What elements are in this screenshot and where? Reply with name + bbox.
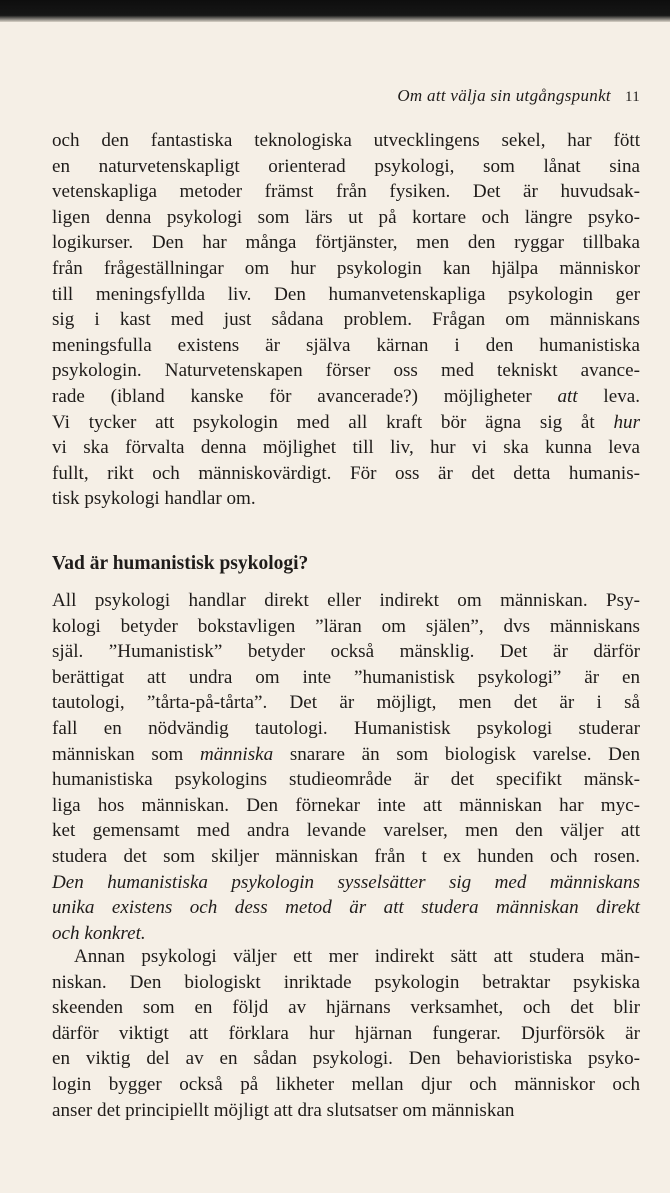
text-line: tautologi, ”tårta-på-tårta”. Det är möjligt, men det är i så <box>52 692 640 714</box>
page-number: 11 <box>624 89 640 105</box>
text-line: en viktig del av en sådan psykologi. Den behavioristiska psyko- <box>52 1048 640 1070</box>
text-line: fullt, rikt och människovärdigt. För oss är det detta humanis- <box>52 462 640 484</box>
text-line: Vi tycker att psykologin med all kraft bör ägna sig åt hur <box>52 411 640 433</box>
text-line: människan som människa snarare än som biologisk varelse. Den <box>52 743 640 765</box>
text-line: logikurser. Den har många förtjänster, men den ryggar tillbaka <box>52 232 640 254</box>
text-line: rade (ibland kanske för avancerade?) möjligheter att leva. <box>52 385 640 407</box>
text-line: sig i kast med just sådana problem. Frågan om människans <box>52 309 640 331</box>
text-line: berättigat att undra om inte ”humanistisk psykologi” är en <box>52 666 640 688</box>
text-line: ket gemensamt med andra levande varelser, men den väljer att <box>52 820 640 842</box>
text-line: All psykologi handlar direkt eller indirekt om människan. Psy- <box>52 590 640 611</box>
text-line: meningsfulla existens är själva kärnan i den humanistiska <box>52 334 640 356</box>
paragraph-2 <box>52 588 640 946</box>
emphasized-text: och konkret. <box>52 922 146 944</box>
text-line: och den fantastiska teknologiska utvecklingens sekel, har fött <box>52 130 640 151</box>
emphasized-text: att <box>557 385 578 407</box>
text-line: kologi betyder bokstavligen ”läran om själen”, dvs människans <box>52 615 640 637</box>
text-line: vetenskapliga metoder främst från fysiken. Det är huvudsak- <box>52 181 640 203</box>
text-line: fall en nödvändig tautologi. Humanistisk psykologi studerar <box>52 717 640 739</box>
paragraph-1 <box>52 128 640 512</box>
text-line: skeenden som en följd av hjärnans verksamhet, och det blir <box>52 997 640 1019</box>
emphasized-text: hur <box>613 411 640 433</box>
text-line: vi ska förvalta denna möjlighet till liv, hur vi ska kunna leva <box>52 437 640 459</box>
text-line: humanistiska psykologins studieområde är det specifikt mänsk- <box>52 769 640 791</box>
page-top-edge <box>0 0 670 22</box>
running-header <box>52 86 640 106</box>
text-line: anser det principiellt möjligt att dra slutsatser om människan <box>52 1099 515 1121</box>
section-heading: Vad är humanistisk psykologi? <box>52 553 309 574</box>
text-line <box>52 870 640 896</box>
emphasized-text: Den humanistiska psykologin sysselsätter sig med människans <box>52 871 640 893</box>
paragraph-3 <box>52 944 640 1123</box>
emphasized-text: unika existens och dess metod är att studera människan direkt <box>52 897 640 919</box>
text-line: ligen denna psykologi som lärs ut på kortare och längre psyko- <box>52 206 640 228</box>
text-line: Annan psykologi väljer ett mer indirekt sätt att studera män- <box>74 946 640 967</box>
text-line: niskan. Den biologiskt inriktade psykologin betraktar psykiska <box>52 971 640 993</box>
text-line: psykologin. Naturvetenskapen förser oss med tekniskt avance- <box>52 360 640 382</box>
text-line: tisk psykologi handlar om. <box>52 488 256 510</box>
text-line: studera det som skiljer människan från t ex hunden och rosen. <box>52 845 640 867</box>
text-line: själ. ”Humanistisk” betyder också mänsklig. Det är därför <box>52 641 640 663</box>
text-line: liga hos människan. Den förnekar inte att människan har myc- <box>52 794 640 816</box>
running-header-title: Om att välja sin utgångspunkt <box>397 86 611 105</box>
text-line: en naturvetenskapligt orienterad psykologi, som lånat sina <box>52 155 640 177</box>
text-line: till meningsfyllda liv. Den humanvetenskapliga psykologin ger <box>52 283 640 305</box>
text-line: från frågeställningar om hur psykologin kan hjälpa människor <box>52 257 640 279</box>
text-line: login bygger också på likheter mellan djur och människor och <box>52 1073 640 1095</box>
text-line <box>52 921 640 947</box>
text-line: därför viktigt att förklara hur hjärnan fungerar. Djurförsök är <box>52 1022 640 1044</box>
text-line <box>52 895 640 921</box>
emphasized-text: människa <box>199 743 274 765</box>
